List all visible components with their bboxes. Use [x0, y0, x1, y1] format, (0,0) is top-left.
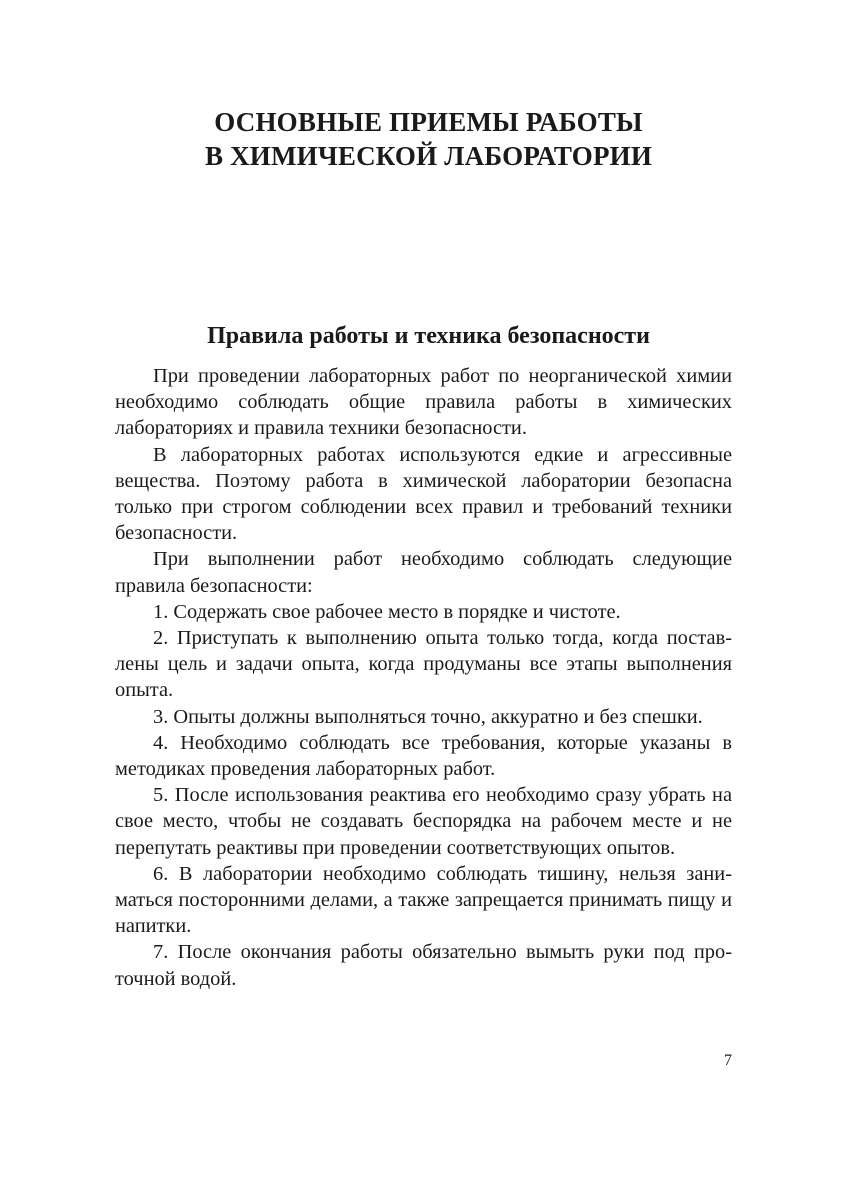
chapter-title-line-1: ОСНОВНЫЕ ПРИЕМЫ РАБОТЫ — [214, 107, 643, 137]
body-text — [115, 363, 732, 992]
rule-item-5: 5. После использования реактива его необходимо сразу убрать на свое место, чтобы не создавать беспорядка на рабочем месте и не перепутать реактивы при проведении соответствующих опытов. — [115, 784, 732, 859]
rule-item-3: 3. Опыты должны выполняться точно, аккуратно и без спешки. — [153, 705, 703, 728]
rule-item-6: 6. В лаборатории необходимо соблюдать тишину, нельзя заниматься посторонними делами, а также запрещается принимать пищу и напитки. — [115, 862, 732, 938]
paragraph-intro: При проведении лабораторных работ по неорганической химии необходимо соблюдать общие правила работы в химических лабораториях и правила техники безопасности. — [115, 365, 732, 440]
paragraph-hazards: В лабораторных работах используются едкие и агрессивные вещества. Поэтому работа в химической лаборатории безопасна только при строгом соблюдении всех правил и требований техники безопасности. — [115, 443, 732, 545]
rule-item-7: 7. После окончания работы обязательно вымыть руки под проточной водой. — [115, 941, 732, 990]
chapter-title — [0, 105, 857, 173]
rule-item-1: 1. Содержать свое рабочее место в порядке и чистоте. — [153, 600, 621, 623]
rule-item-4: 4. Необходимо соблюдать все требования, которые указаны в методиках проведения лабораторных работ. — [115, 731, 732, 781]
page-number: 7 — [724, 1052, 732, 1069]
section-heading: Правила работы и техника безопасности — [207, 323, 650, 349]
paragraph-rules-lead: При выполнении работ необходимо соблюдать следующие правила безопасности: — [115, 548, 732, 597]
rule-item-2: 2. Приступать к выполнению опыта только тогда, когда поставлены цель и задачи опыта, когда продуманы все этапы выполнения опыта. — [115, 627, 732, 702]
chapter-title-line-2: В ХИМИЧЕСКОЙ ЛАБОРАТОРИИ — [204, 141, 653, 171]
